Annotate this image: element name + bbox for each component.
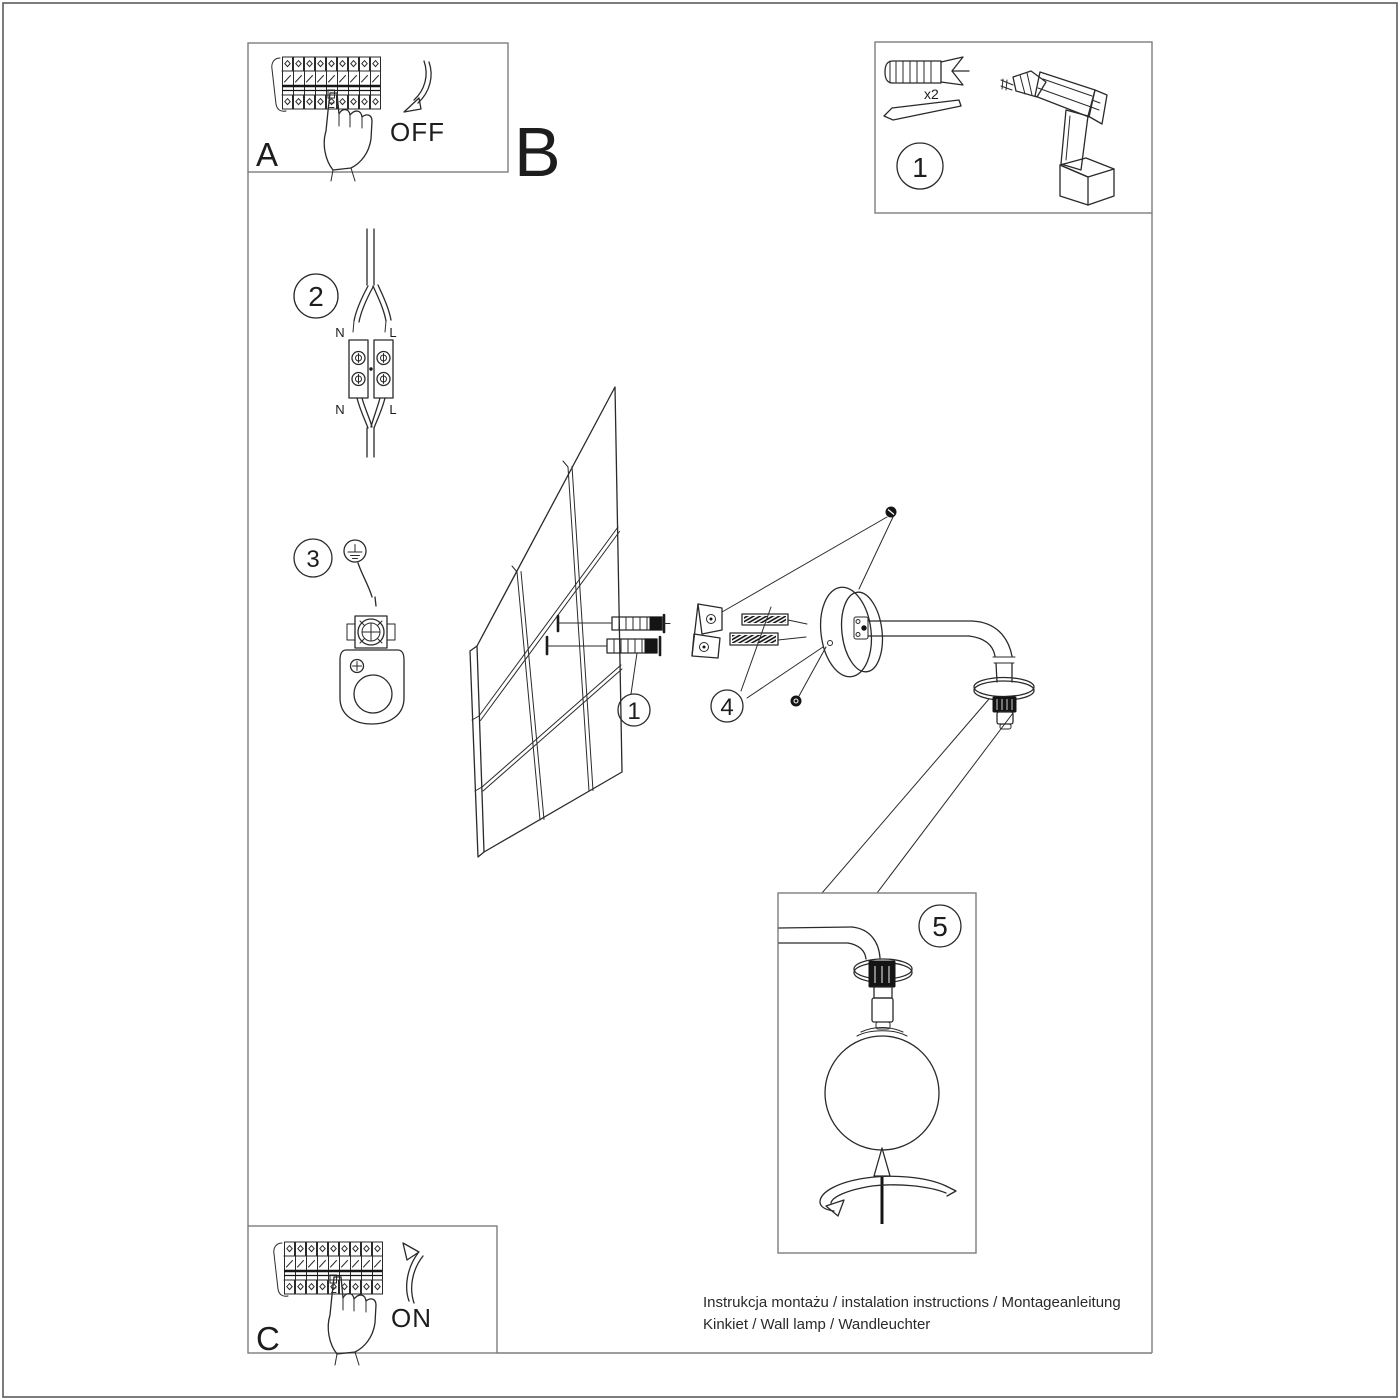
- neutral-label-bottom: N: [335, 402, 345, 417]
- leader-lines: [631, 517, 1013, 893]
- cable-top: [367, 229, 374, 285]
- wall-plug-icon: [885, 57, 969, 85]
- canopy-hub: [854, 617, 868, 639]
- step3-number: 3: [306, 546, 320, 573]
- footer-line2: Kinkiet / Wall lamp / Wandleuchter: [703, 1316, 931, 1333]
- mounting-screw-2: [730, 633, 806, 645]
- mounting-bracket-icon: [340, 650, 404, 724]
- step2-wiring: [294, 229, 397, 457]
- qty-label: x2: [924, 86, 939, 102]
- pressing-hand-icon-on: [328, 1277, 376, 1365]
- footer: [703, 1294, 1121, 1333]
- shade-and-socket: [974, 678, 1034, 730]
- page-frame: [3, 3, 1397, 1397]
- wall-bracket: [692, 604, 722, 658]
- rotate-arrow-icon: [820, 1148, 956, 1224]
- panel-b-label: B: [514, 113, 561, 191]
- step5-number: 5: [932, 911, 948, 942]
- screw-icon: [884, 100, 961, 120]
- step1-callout: [897, 143, 943, 189]
- canopy-screw-hole: [828, 641, 833, 646]
- footer-line1: Instrukcja montażu / instalation instructions / Montageanleitung: [703, 1294, 1121, 1311]
- anchors-and-screws: [547, 604, 807, 658]
- step4-callout: [711, 690, 743, 722]
- arrow-down-icon: [404, 61, 431, 112]
- panel-bulb-detail: [778, 893, 976, 1253]
- panel-tools: [875, 42, 1152, 213]
- detail-arm: [779, 927, 880, 959]
- lamp-arm: [868, 621, 1015, 682]
- wall-drawing: [470, 387, 622, 857]
- on-label: ON: [391, 1303, 432, 1333]
- step1-main-callout: [618, 694, 650, 726]
- live-label-bottom: L: [389, 402, 397, 417]
- step2-number: 2: [308, 281, 324, 312]
- mounting-screw-1: [742, 614, 807, 625]
- step3-ground: [294, 539, 404, 724]
- step1-number: 1: [912, 152, 928, 183]
- panel-a-breaker-off: [248, 43, 508, 181]
- canopy-screw-top: [886, 507, 896, 517]
- cable-bottom: [367, 428, 374, 457]
- terminal-block-icon: [349, 340, 393, 398]
- ground-terminal-icon: [347, 616, 395, 648]
- canopy-screw-bottom: [791, 696, 801, 706]
- wall-anchor-2: [607, 637, 660, 655]
- lamp-canopy-assembly: [618, 507, 1034, 893]
- wall-anchor-1: [612, 615, 670, 632]
- step1-main-number: 1: [627, 698, 641, 725]
- detail-shade-socket: [854, 959, 912, 1029]
- breaker-strip-icon-on: [274, 1242, 383, 1296]
- ground-wire: [358, 563, 376, 606]
- live-label-top: L: [389, 325, 397, 340]
- globe-bulb-icon: [825, 1028, 939, 1151]
- off-label: OFF: [390, 117, 445, 147]
- neutral-label-top: N: [335, 325, 345, 340]
- breaker-strip-icon: [272, 57, 381, 111]
- earth-symbol-icon: [344, 540, 366, 562]
- step2-callout: [294, 274, 338, 318]
- panel-c-label: C: [256, 1320, 280, 1357]
- arrow-up-icon: [403, 1243, 423, 1303]
- panel-a-label: A: [256, 136, 279, 173]
- panel-c-breaker-on: [248, 1226, 497, 1365]
- drill-icon: [1001, 71, 1114, 205]
- step3-callout: [294, 539, 332, 577]
- step5-callout: [919, 905, 961, 947]
- step4-number: 4: [720, 694, 734, 721]
